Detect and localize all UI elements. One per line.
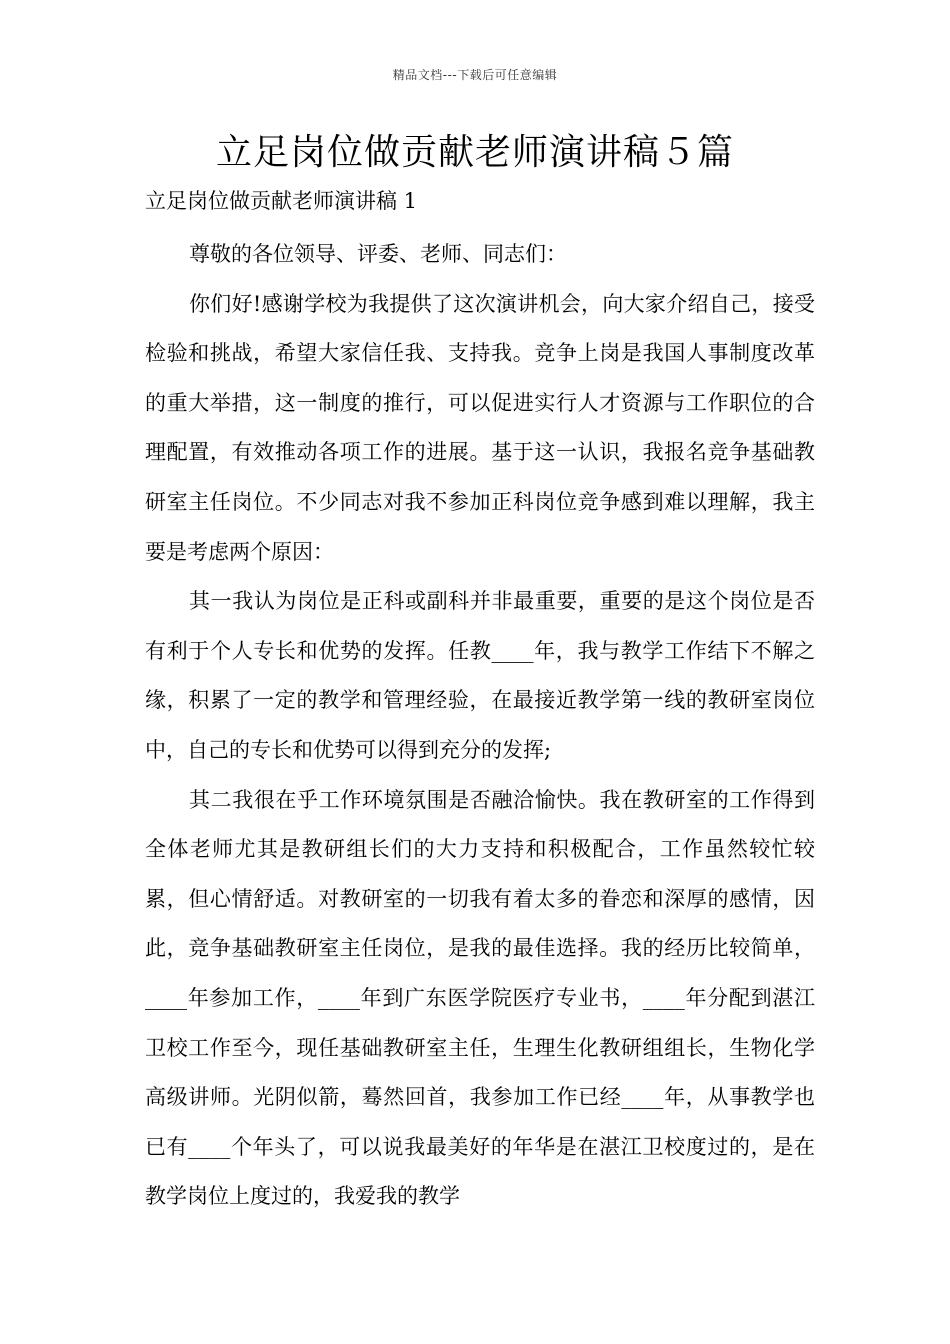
document-title: 立足岗位做贡献老师演讲稿５篇 xyxy=(215,132,734,173)
paragraph-reason-one: 其一我认为岗位是正科或副科并非最重要，重要的是这个岗位是否有利于个人专长和优势的发挥。任教____年，我与教学工作结下不解之缘，积累了一定的教学和管理经验，在最接近教学第一线的教研室岗位中，自己的专长和优势可以得到充分的发挥; xyxy=(145,589,815,762)
paragraph-intro: 你们好!感谢学校为我提供了这次演讲机会，向大家介绍自己，接受检验和挑战，希望大家信任我、支持我。竞争上岗是我国人事制度改革的重大举措，这一制度的推行，可以促进实行人才资源与工作职位的合理配置，有效推动各项工作的进展。基于这一认识，我报名竞争基础教研室主任岗位。不少同志对我不参加正科岗位竞争感到难以理解，我主要是考虑两个原因： xyxy=(145,291,815,564)
paragraph-reason-two: 其二我很在乎工作环境氛围是否融洽愉快。我在教研室的工作得到全体老师尤其是教研组长们的大力支持和积极配合，工作虽然较忙较累，但心情舒适。对教研室的一切我有着太多的眷恋和深厚的感情，因此，竞争基础教研室主任岗位，是我的最佳选择。我的经历比较简单，____年参加工作，____年到广东医学院医疗专业书，____年分配到湛江卫校工作至今，现任基础教研室主任，生理生化教研组组长，生物化学高级讲师。光阴似箭，蓦然回首，我参加工作已经____年，从事教学也已有____个年头了，可以说我最美好的年华是在湛江卫校度过的，是在教学岗位上度过的，我爱我的教学 xyxy=(145,787,815,1209)
header-note: 精品文档---下载后可任意编辑 xyxy=(392,68,558,82)
body-text xyxy=(145,230,815,1222)
paragraph-greeting: 尊敬的各位领导、评委、老师、同志们： xyxy=(189,242,567,266)
section-subtitle: 立足岗位做贡献老师演讲稿 1 xyxy=(145,189,418,213)
